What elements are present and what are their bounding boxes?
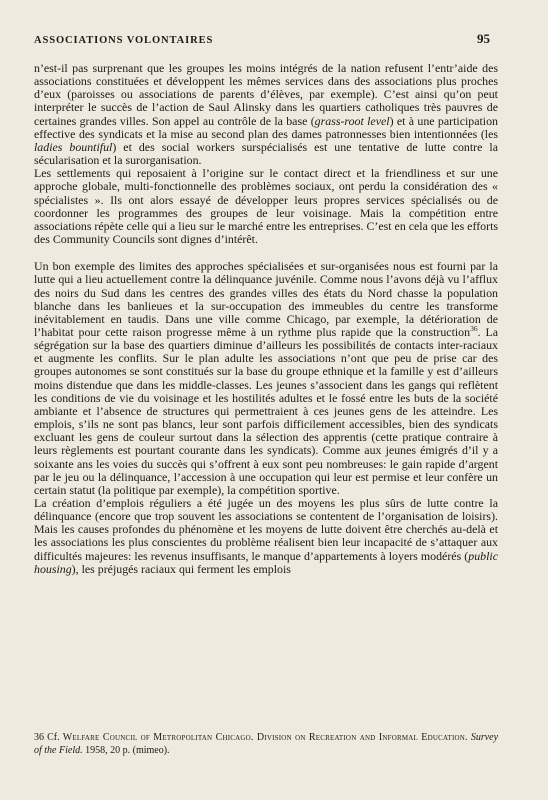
footnote-reference: 36 bbox=[470, 324, 478, 333]
footnote-details: 1958, 20 p. (mimeo). bbox=[85, 744, 170, 756]
text-run: ), les préjugés raciaux qui ferment les emplois bbox=[71, 561, 291, 576]
footnote-number: 36 bbox=[34, 732, 44, 743]
text-run: n’est-il pas surprenant que les groupes les moins intégrés de la nation refusent l’entr’aide des associations constituées et développent les mêmes services dans des associations plus proches d’eux (paroisses ou associations de parents d’élèves, par exemple). C’est ainsi qu’on peut interpréter le succès de l’action de Saul Alinsky dans les quartiers catholiques très pauvres de certaines grandes villes. Son appel au contrôle de la base ( bbox=[34, 61, 498, 128]
page-number: 95 bbox=[477, 31, 490, 46]
italic-term: grass-root level bbox=[314, 113, 390, 128]
running-title: ASSOCIATIONS VOLONTAIRES bbox=[34, 35, 214, 46]
footnote bbox=[34, 732, 498, 757]
footnote-organization: Welfare Council of Metropolitan Chicago. Division on Recreation and Informal Education. bbox=[62, 732, 468, 743]
italic-term: public housing bbox=[34, 548, 498, 576]
footnote-title: Survey of the Field. bbox=[34, 732, 499, 756]
text-run: ) et des social workers surspécialisés est une tentative de lutte contre la sécularisation et la surorganisation. bbox=[34, 139, 498, 168]
text-run: . La ségrégation sur la base des quartiers diminue d’ailleurs les possibilités de contacts inter-raciaux et augmente les conflits. Sur le plan adulte les associations n’ont que peu de prise car des groupes autonomes se sont constitués sur la base du groupe ethnique et la famille y est d’ailleurs moins distendue que dans les middle-classes. Les jeunes s’associent dans les gangs qui reflètent les conditions de vie du voisinage et les hostilités adultes et le fossé entre les buts de la société ambiante et l’absence de structures qui permettraient à ces jeunes gens de les atteindre. Les emplois, s’ils ne sont pas blancs, leur sont parfois difficilement accessibles, bien des syndicats excluant les gens de couleur surtout dans la sélection des apprentis (cette pratique contraire à leurs règlements est pourtant courante dans les syndicats). Comme aux jeunes émigrés d’il y a soixante ans les voies du succès qui s’offrent à eux sont peu nombreuses: le gain rapide d’argent par le jeu ou la délinquance, l’accession à une occupation qui leur est permise et leur confère un certain statut (la politique par exemple), la compétition sportive. bbox=[34, 324, 498, 497]
italic-term: ladies bountiful bbox=[34, 139, 113, 154]
paragraph-2: Les settlements qui reposaient à l’origine sur le contact direct et la friendliness et sur une approche globale, multi-fonctionnelle des problèmes sociaux, ont perdu la considération des « spécialistes ». Ils ont alors essayé de développer leurs propres services spécialisés ou de coordonner les programmes des groupes de leur voisinage. Mais la compétition entre associations répète celle qui a lieu sur le marché entre les entreprises. C’est en cela que les efforts des Community Councils sont dignes d’intérêt. bbox=[34, 166, 498, 247]
paragraph-4 bbox=[34, 497, 498, 576]
text-run: La création d’emplois réguliers a été jugée un des moyens les plus sûrs de lutte contre la délinquance (encore que trop souvent les associations se contentent de l’organisation de loisirs). Mais les causes profondes du phénomène et les moyens de lutte doivent être cherchés au-delà et les associations les plus conscientes du problème réalisent bien leur incapacité de s’attaquer aux difficultés majeures: les revenus insuffisants, le manque d’appartements à loyers modérés ( bbox=[34, 496, 498, 563]
paragraph-1 bbox=[34, 62, 498, 167]
body-text bbox=[34, 62, 498, 576]
paragraph-3 bbox=[34, 260, 498, 497]
text-run: ) et à une participation effective des syndicats et la mise au second plan des dames patronnesses bien intentionnées (les bbox=[34, 113, 498, 141]
text-run: Un bon exemple des limites des approches spécialisées et sur-organisées nous est fourni par la lutte qui a lieu actuellement contre la délinquance juvénile. Comme nous l’avons déjà vu l’afflux des noirs du Sud dans les centres des grandes villes des états du Nord chasse la population blanche dans les banlieues et la sur-occupation des immeubles du centre les transforme inévitablement en taudis. Dans une ville comme Chicago, par exemple, la détérioration de l’habitat pour cette raison progresse même à un rythme plus rapide que la construction bbox=[34, 259, 498, 339]
footnote-prefix: Cf. bbox=[47, 732, 60, 743]
